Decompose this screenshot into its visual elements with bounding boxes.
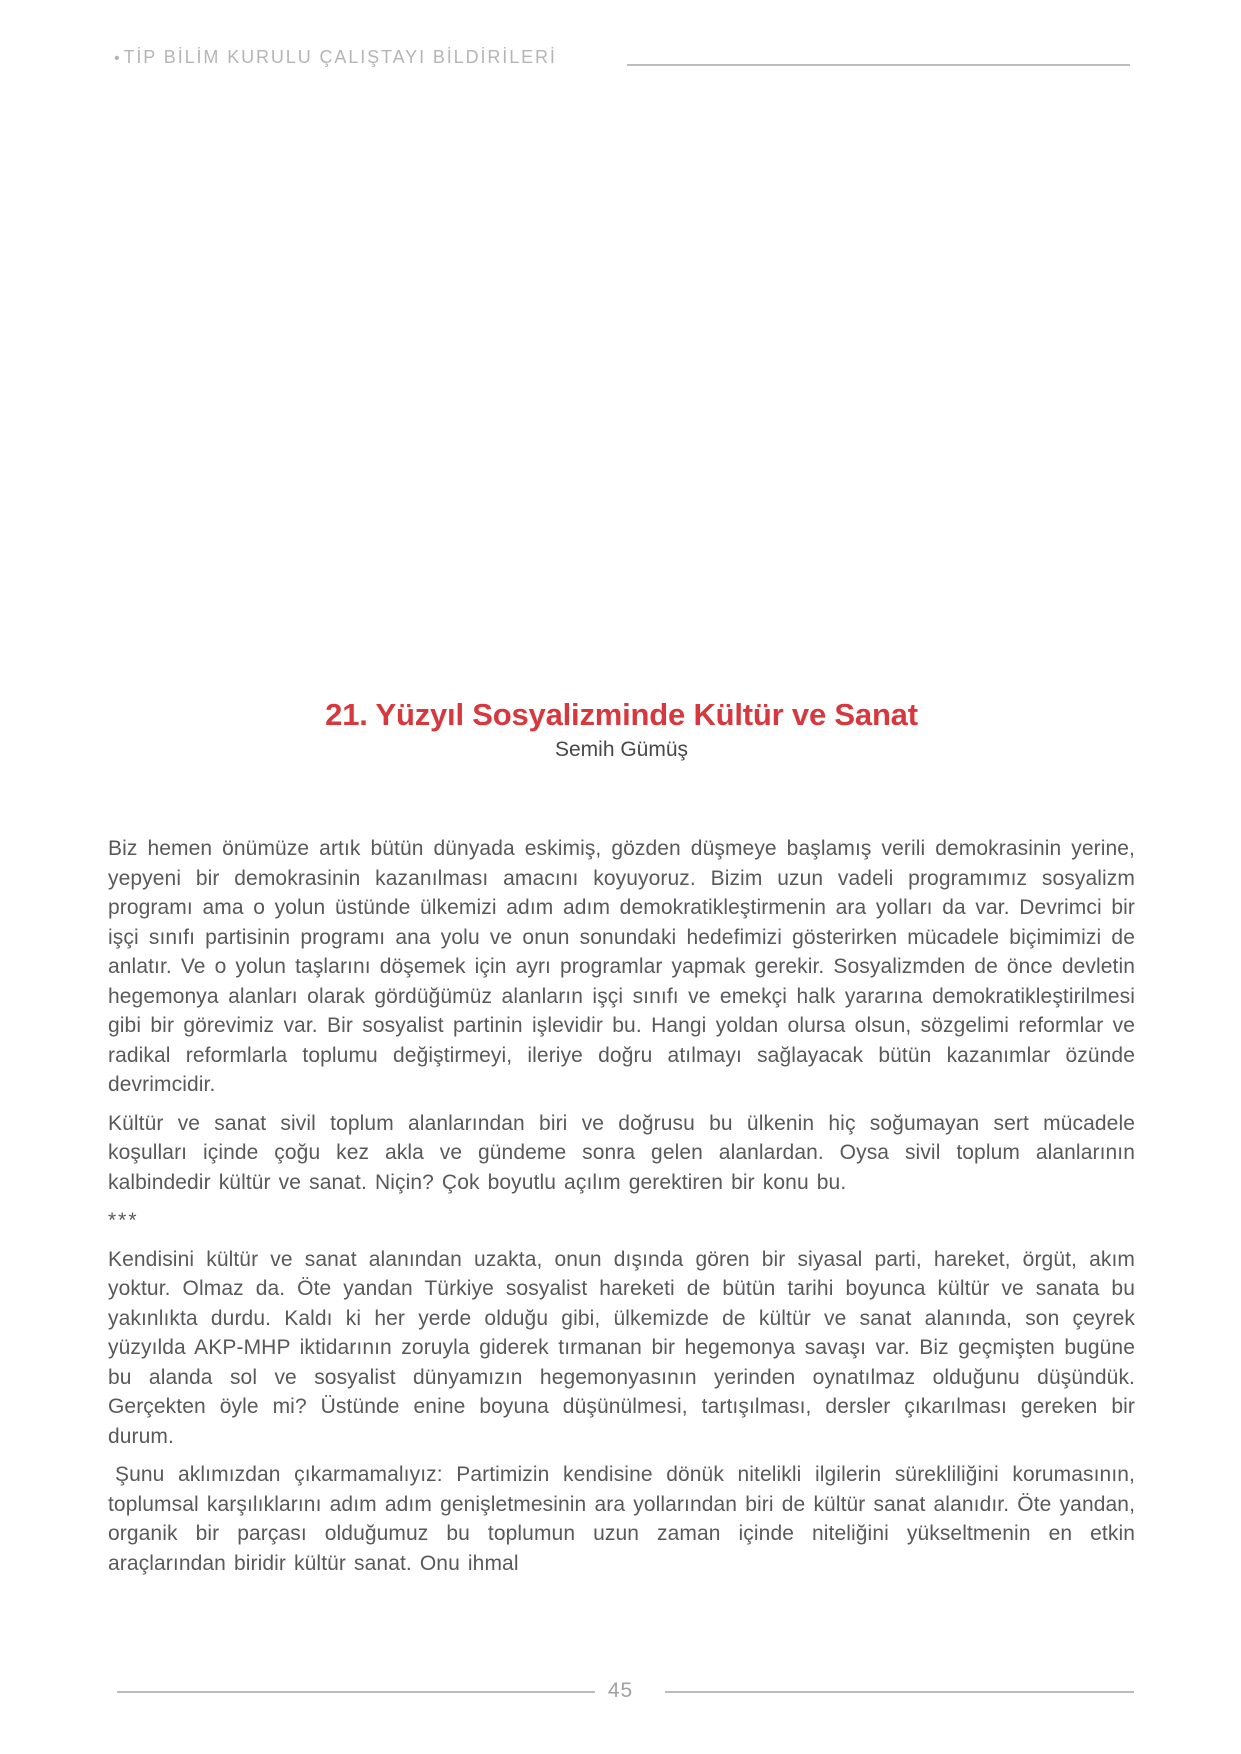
article <box>108 0 1135 1578</box>
article-title: 21. Yüzyıl Sosyalizminde Kültür ve Sanat <box>325 697 918 732</box>
running-header-label: TİP BİLİM KURULU ÇALIŞTAYI BİLDİRİLERİ <box>123 47 557 67</box>
article-author: Semih Gümüş <box>554 738 689 761</box>
footer-rule-right <box>665 1691 1134 1693</box>
header-bullet-marker: • <box>114 50 122 67</box>
paragraph: Şunu aklımızdan çıkarmamalıyız: Partimizin kendisine dönük nitelikli ilgilerin sürekliliğini korumasının, toplumsal karşılıklarını adım adım genişletmesinin ara yollarından biri de kültür sanat alanıdır. Öte yandan, organik bir parçası olduğumuz bu toplumun uzun zaman içinde niteliğini yükseltmenin en etkin araçlarından biridir kültür sanat. Onu ihmal <box>108 1463 1135 1575</box>
paragraph: Kültür ve sanat sivil toplum alanlarından biri ve doğrusu bu ülkenin hiç soğumayan sert mücadele koşulları içinde çoğu kez akla ve gündeme sonra gelen alanlardan. Oysa sivil toplum alanlarının kalbindedir kültür ve sanat. Niçin? Çok boyutlu açılım gerektiren bir konu bu. <box>108 1111 1135 1194</box>
paragraph: Kendisini kültür ve sanat alanından uzakta, onun dışında gören bir siyasal parti, hareket, örgüt, akım yoktur. Olmaz da. Öte yandan Türkiye sosyalist hareketi de bütün tarihi boyunca kültür ve sanata bu yakınlıkta durdu. Kaldı ki her yerde olduğu gibi, ülkemizde de kültür ve sanat alanında, son çeyrek yüzyılda AKP-MHP iktidarının zoruyla giderek tırmanan bir hegemonya savaşı var. Biz geçmişten bugüne bu alanda sol ve sosyalist dünyamızın hegemonyasının yerinden oynatılmaz olduğunu düşündük. Gerçekten öyle mi? Üstünde enine boyuna düşünülmesi, tartışılması, dersler çıkarılması gereken bir durum. <box>108 1247 1135 1448</box>
section-separator: *** <box>108 1209 139 1232</box>
paragraph: Biz hemen önümüze artık bütün dünyada eskimiş, gözden düşmeye başlamış verili demokrasinin yerine, yepyeni bir demokrasinin kazanılması amacını koyuyoruz. Bizim uzun vadeli programımız sosyalizm programı ama o yolun üstünde ülkemizi adım adım demokratikleştirmenin ara yolları da var. Devrimci bir işçi sınıfı partisinin programı ana yolu ve onun sonundaki hedefimizi gösterirken mücadele biçimimizi de anlatır. Ve o yolun taşlarını döşemek için ayrı programlar yapmak gerekir. Sosyalizmden de önce devletin hegemonya alanları olarak gördüğümüz alanların işçi sınıfı ve emekçi halk yararına demokratikleştirilmesi gibi bir görevimiz var. Bir sosyalist partinin işlevidir bu. Hangi yoldan olursa olsun, sözgelimi reformlar ve radikal reformlarla toplumu değiştirmeyi, ileriye doğru atılmayı sağlayacak bütün kazanımlar özünde devrimcidir. <box>108 837 1135 1096</box>
article-body <box>108 834 1135 1578</box>
page-number: 45 <box>607 1679 634 1702</box>
